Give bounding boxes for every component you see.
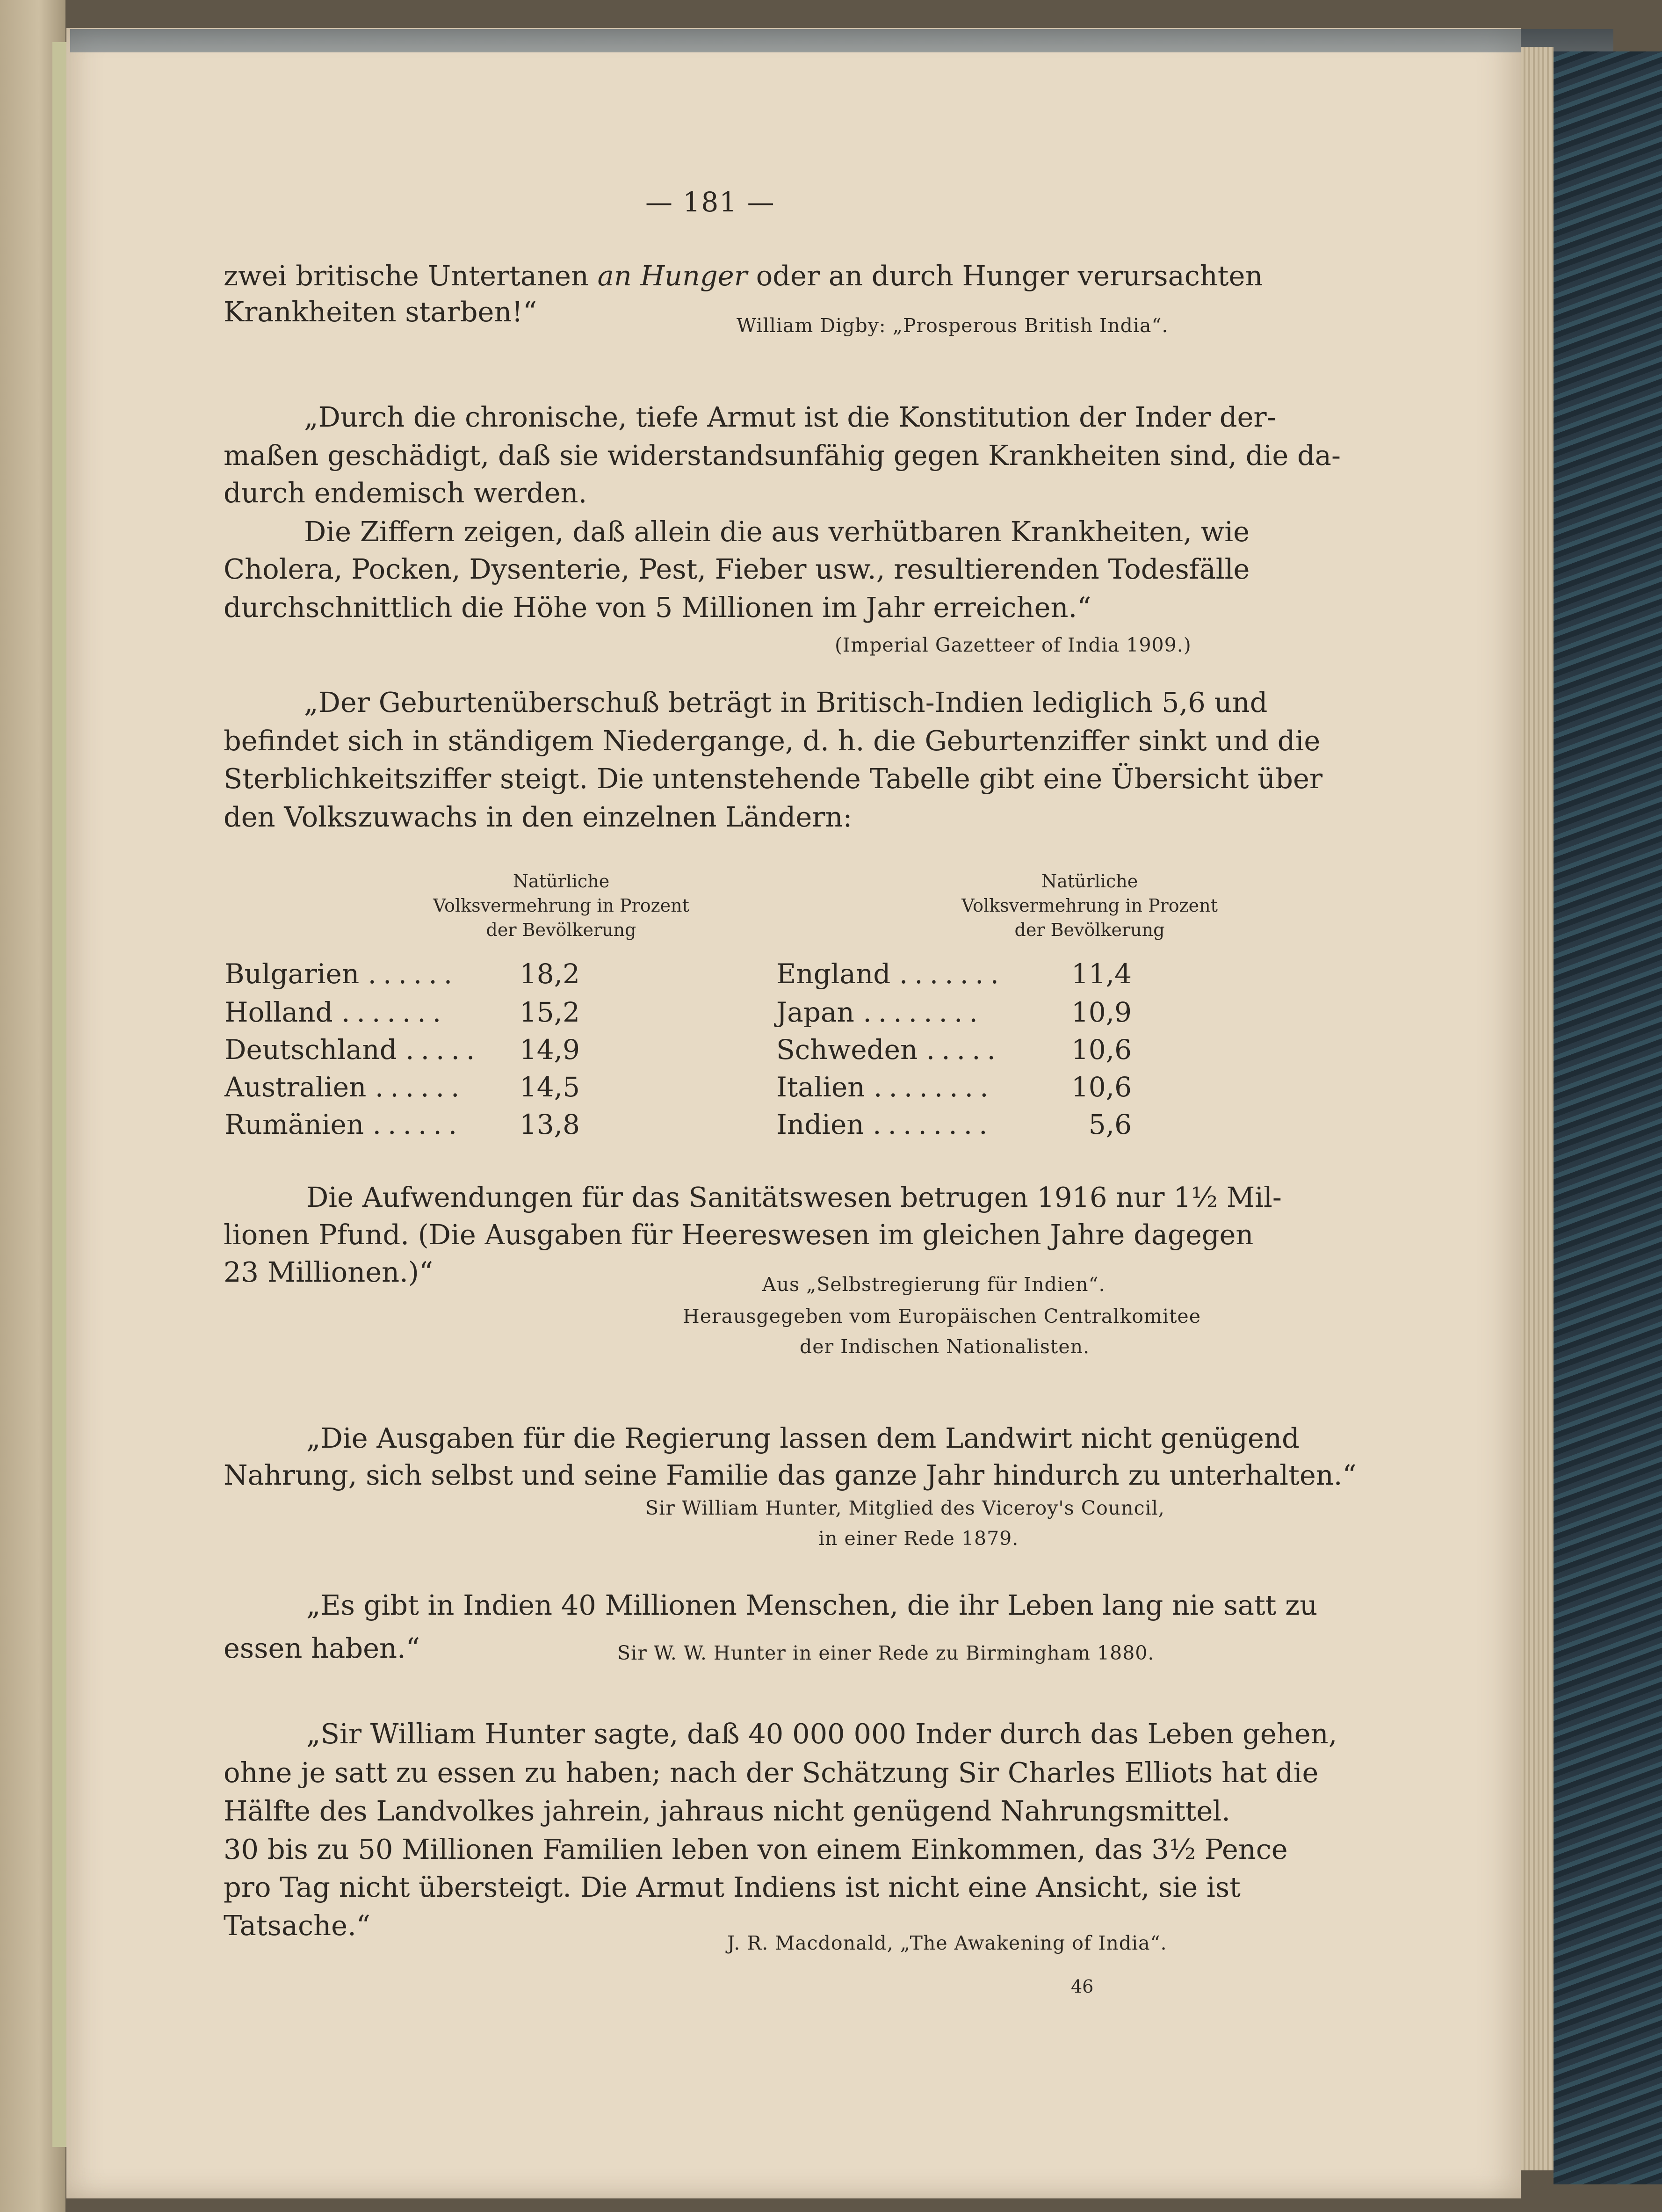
table-row: Holland ....... bbox=[224, 996, 448, 1028]
page-edges bbox=[1521, 47, 1554, 2170]
source-citation: Herausgegeben vom Europäischen Centralkomitee bbox=[683, 1305, 1201, 1327]
book-cover bbox=[1554, 51, 1662, 2184]
paragraph-line: „Es gibt in Indien 40 Millionen Menschen, die ihr Leben lang nie satt zu bbox=[306, 1589, 1318, 1621]
paragraph-line: Hälfte des Landvolkes jahrein, jahraus nicht genügend Nahrungsmittel. bbox=[224, 1795, 1230, 1827]
source-citation: (Imperial Gazetteer of India 1909.) bbox=[835, 634, 1192, 656]
paragraph-line: Tatsache.“ bbox=[224, 1909, 370, 1942]
paragraph-line: 30 bis zu 50 Millionen Familien leben von einem Einkommen, das 3½ Pence bbox=[224, 1833, 1288, 1865]
paragraph-line: zwei britische Untertanen an Hunger oder an durch Hunger verursachten bbox=[224, 260, 1263, 292]
table-row: Italien ........ bbox=[776, 1071, 995, 1103]
printer-signature: 46 bbox=[1071, 1976, 1094, 1997]
table-row: Japan ........ bbox=[776, 996, 984, 1028]
source-citation: Aus „Selbstregierung für Indien“. bbox=[762, 1273, 1106, 1296]
source-citation: William Digby: „Prosperous British India“. bbox=[737, 314, 1169, 337]
table-row: Australien ...... bbox=[224, 1071, 466, 1103]
paragraph-line: durch endemisch werden. bbox=[224, 477, 587, 509]
paragraph-line: Die Aufwendungen für das Sanitätswesen betrugen 1916 nur 1½ Mil- bbox=[306, 1181, 1282, 1213]
paragraph-line: Die Ziffern zeigen, daß allein die aus verhütbaren Krankheiten, wie bbox=[304, 515, 1250, 548]
table-cell-value: 10,6 bbox=[1071, 1034, 1132, 1066]
paragraph-line: „Der Geburtenüberschuß beträgt in Britisch-Indien lediglich 5,6 und bbox=[304, 686, 1268, 718]
paragraph-line: durchschnittlich die Höhe von 5 Millionen im Jahr erreichen.“ bbox=[224, 591, 1091, 624]
table-cell-value: 14,9 bbox=[519, 1034, 580, 1066]
paragraph-line: den Volkszuwachs in den einzelnen Ländern: bbox=[224, 801, 853, 833]
table-row: Indien ........ bbox=[776, 1109, 994, 1140]
paragraph-line: „Durch die chronische, tiefe Armut ist die Konstitution der Inder der- bbox=[304, 401, 1276, 433]
table-row: Schweden ..... bbox=[776, 1034, 1002, 1066]
table-cell-value: 15,2 bbox=[519, 996, 580, 1028]
table-cell-value: 10,9 bbox=[1071, 996, 1132, 1028]
paragraph-line: Sterblichkeitsziffer steigt. Die untenstehende Tabelle gibt eine Übersicht über bbox=[224, 762, 1323, 795]
source-citation: J. R. Macdonald, „The Awakening of India“. bbox=[727, 1932, 1167, 1954]
source-citation: Sir W. W. Hunter in einer Rede zu Birmingham 1880. bbox=[617, 1642, 1155, 1664]
table-row: Rumänien ...... bbox=[224, 1109, 464, 1140]
paragraph-line: „Die Ausgaben für die Regierung lassen dem Landwirt nicht genügend bbox=[306, 1422, 1300, 1454]
table-row: Deutschland ..... bbox=[224, 1034, 482, 1066]
paragraph-line: maßen geschädigt, daß sie widerstandsunfähig gegen Krankheiten sind, die da- bbox=[224, 439, 1341, 471]
paragraph-line: essen haben.“ bbox=[224, 1632, 420, 1664]
table-cell-value: 18,2 bbox=[519, 958, 580, 990]
source-citation: Sir William Hunter, Mitglied des Viceroy's Council, bbox=[645, 1497, 1165, 1519]
paragraph-line: befindet sich in ständigem Niedergange, d. h. die Geburtenziffer sinkt und die bbox=[224, 725, 1321, 757]
paragraph-line: pro Tag nicht übersteigt. Die Armut Indiens ist nicht eine Ansicht, sie ist bbox=[224, 1871, 1241, 1903]
table-column-header-right: Natürliche Volksvermehrung in Prozent der Bevölkerung bbox=[961, 871, 1218, 940]
table-column-header-left: Natürliche Volksvermehrung in Prozent der Bevölkerung bbox=[433, 871, 689, 940]
paragraph-line: ohne je satt zu essen zu haben; nach der Schätzung Sir Charles Elliots hat die bbox=[224, 1756, 1319, 1789]
source-citation: der Indischen Nationalisten. bbox=[800, 1335, 1090, 1358]
paragraph-line: 23 Millionen.)“ bbox=[224, 1256, 434, 1288]
cover-top-edge bbox=[70, 29, 1613, 52]
paragraph-line: Nahrung, sich selbst und seine Familie das ganze Jahr hindurch zu unterhalten.“ bbox=[224, 1459, 1357, 1491]
table-cell-value: 14,5 bbox=[519, 1071, 580, 1103]
paragraph-line: „Sir William Hunter sagte, daß 40 000 000 Inder durch das Leben gehen, bbox=[306, 1718, 1337, 1750]
paragraph-line: Cholera, Pocken, Dysenterie, Pest, Fieber usw., resultierenden Todesfälle bbox=[224, 553, 1250, 585]
table-cell-value: 10,6 bbox=[1071, 1071, 1132, 1103]
table-row: England ....... bbox=[776, 958, 1005, 990]
table-cell-value: 5,6 bbox=[1088, 1109, 1132, 1140]
source-citation: in einer Rede 1879. bbox=[818, 1527, 1019, 1550]
page-number-header: — 181 — bbox=[645, 186, 775, 218]
table-cell-value: 11,4 bbox=[1071, 958, 1132, 990]
paragraph-line: lionen Pfund. (Die Ausgaben für Heereswesen im gleichen Jahre dagegen bbox=[224, 1218, 1254, 1251]
table-cell-value: 13,8 bbox=[519, 1109, 580, 1140]
table-row: Bulgarien ...... bbox=[224, 958, 459, 990]
paragraph-line: Krankheiten starben!“ bbox=[224, 296, 537, 328]
